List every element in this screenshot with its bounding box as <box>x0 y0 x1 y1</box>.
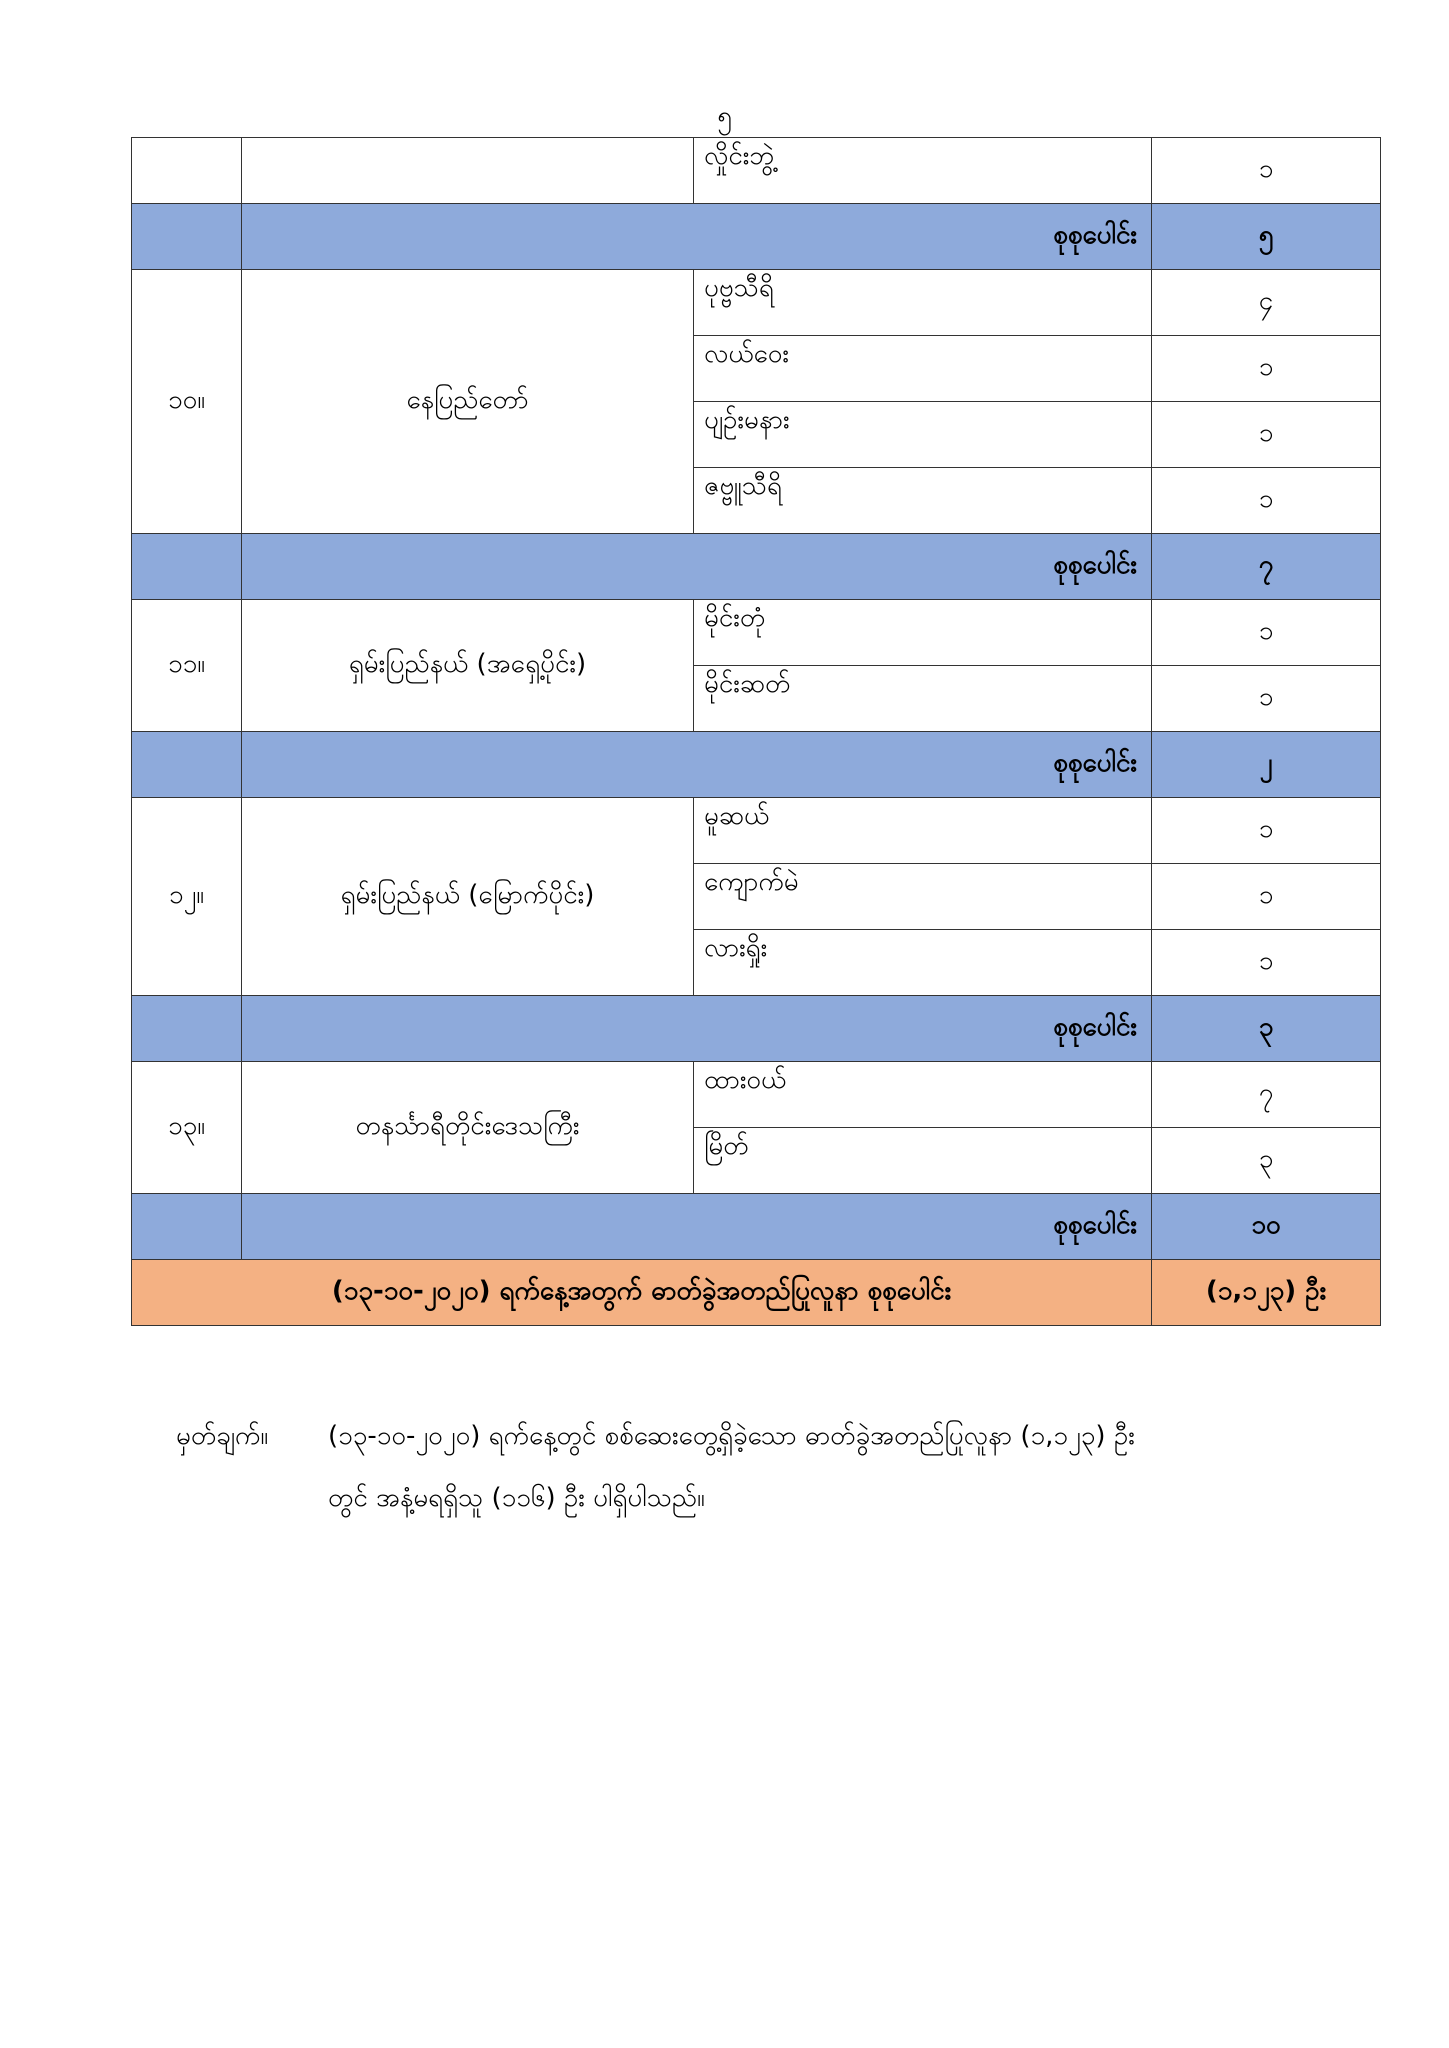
township-name: ပုဗ္ဗသီရိ <box>694 270 1152 336</box>
case-count: ၁ <box>1152 402 1381 468</box>
township-name: မူဆယ် <box>694 798 1152 864</box>
subtotal-value: ၃ <box>1152 996 1381 1062</box>
table-row <box>132 600 1381 666</box>
township-name: ကျောက်မဲ <box>694 864 1152 930</box>
footnote <box>176 1405 1386 1529</box>
subtotal-value: ၁၀ <box>1152 1194 1381 1260</box>
row-number: ၁၁။ <box>132 600 242 732</box>
grand-total-label: (၁၃-၁၀-၂၀၂၀) ရက်နေ့အတွက် ဓာတ်ခွဲအတည်ပြုလူနာ စုစုပေါင်း <box>132 1260 1152 1326</box>
subtotal-value: ၂ <box>1152 732 1381 798</box>
case-count: ၁ <box>1152 930 1381 996</box>
township-name: ထားဝယ် <box>694 1062 1152 1128</box>
table-row <box>132 138 1381 204</box>
township-name: လယ်ဝေး <box>694 336 1152 402</box>
township-name: လားရှိုး <box>694 930 1152 996</box>
subtotal-row <box>132 534 1381 600</box>
case-count: ၁ <box>1152 798 1381 864</box>
case-count: ၁ <box>1152 138 1381 204</box>
subtotal-row <box>132 1194 1381 1260</box>
table-row <box>132 798 1381 864</box>
grand-total-row <box>132 1260 1381 1326</box>
row-number: ၁၂။ <box>132 798 242 996</box>
township-name: မိုင်းဆတ် <box>694 666 1152 732</box>
subtotal-row <box>132 996 1381 1062</box>
subtotal-value: ၅ <box>1152 204 1381 270</box>
page-number: ၅ <box>717 101 732 131</box>
region-name: ရှမ်းပြည်နယ် (အရှေ့ပိုင်း) <box>242 600 694 732</box>
case-count: ၁ <box>1152 864 1381 930</box>
region-name: နေပြည်တော် <box>242 270 694 534</box>
row-number: ၁၀။ <box>132 270 242 534</box>
table-row <box>132 1062 1381 1128</box>
covid-cases-table <box>131 137 1381 1326</box>
subtotal-label: စုစုပေါင်း <box>242 1194 1152 1260</box>
region-name: တနင်္သာရီတိုင်းဒေသကြီး <box>242 1062 694 1194</box>
township-name: ပျဉ်းမနား <box>694 402 1152 468</box>
case-count: ၄ <box>1152 270 1381 336</box>
subtotal-label: စုစုပေါင်း <box>242 204 1152 270</box>
township-name: မြိတ် <box>694 1128 1152 1194</box>
footnote-lead: မှတ်ချက်။ <box>176 1421 269 1451</box>
case-count: ၃ <box>1152 1128 1381 1194</box>
row-number: ၁၃။ <box>132 1062 242 1194</box>
subtotal-label: စုစုပေါင်း <box>242 534 1152 600</box>
case-count: ၁ <box>1152 468 1381 534</box>
township-name: ဇဗ္ဗူသီရိ <box>694 468 1152 534</box>
region-name: ရှမ်းပြည်နယ် (မြောက်ပိုင်း) <box>242 798 694 996</box>
case-count: ၁ <box>1152 666 1381 732</box>
footnote-line-1 <box>176 1405 1386 1467</box>
case-count: ၇ <box>1152 1062 1381 1128</box>
subtotal-row <box>132 204 1381 270</box>
table-row <box>132 270 1381 336</box>
case-count: ၁ <box>1152 336 1381 402</box>
footnote-text-1: (၁၃-၁၀-၂၀၂၀) ရက်နေ့တွင် စစ်ဆေးတွေ့ရှိခဲ့သော ဓာတ်ခွဲအတည်ပြုလူနာ (၁,၁၂၃) ဦး <box>328 1421 1135 1451</box>
case-count: ၁ <box>1152 600 1381 666</box>
subtotal-value: ၇ <box>1152 534 1381 600</box>
grand-total-value: (၁,၁၂၃) ဦး <box>1152 1260 1381 1326</box>
footnote-line-2: တွင် အနံ့မရရှိသူ (၁၁၆) ဦး ပါရှိပါသည်။ <box>328 1483 705 1513</box>
township-name: မိုင်းတုံ <box>694 600 1152 666</box>
subtotal-row <box>132 732 1381 798</box>
subtotal-label: စုစုပေါင်း <box>242 732 1152 798</box>
subtotal-label: စုစုပေါင်း <box>242 996 1152 1062</box>
township-name: လှိုင်းဘွဲ့ <box>694 138 1152 204</box>
